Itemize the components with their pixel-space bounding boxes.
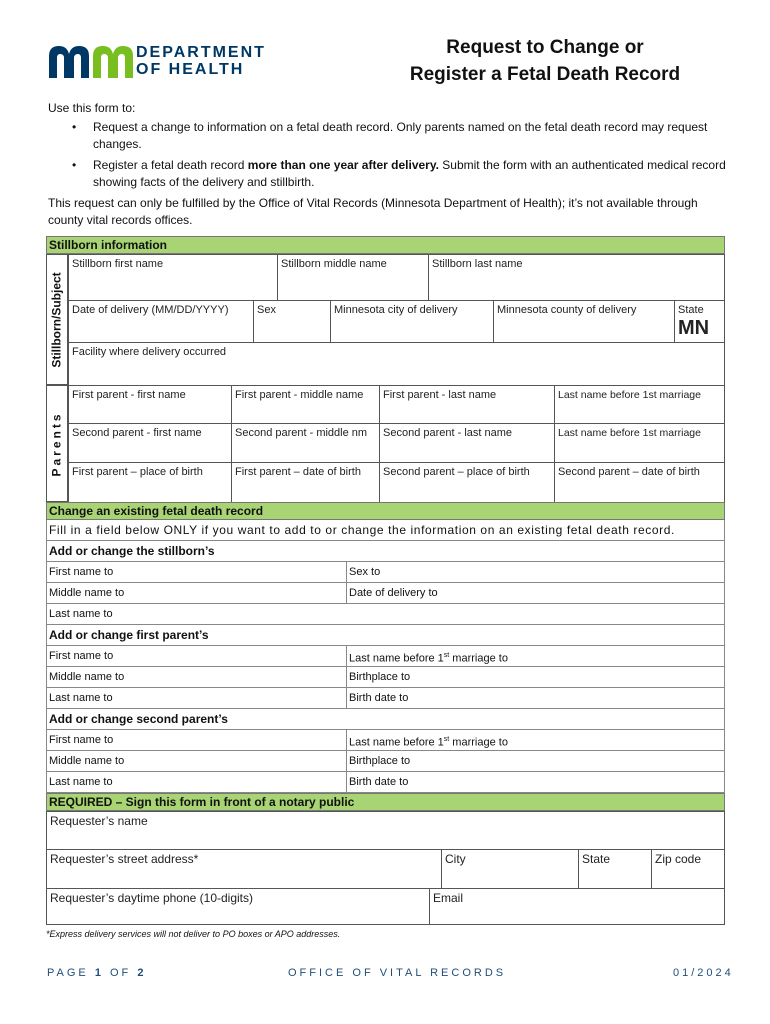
p1-last-name-field[interactable]: [379, 385, 555, 424]
field-label: Last name to: [49, 608, 113, 620]
field-label: Requester’s name: [50, 814, 148, 828]
mn-city-field[interactable]: [330, 300, 494, 343]
sex-field[interactable]: [253, 300, 331, 343]
field-label-tail: marriage to: [449, 736, 508, 749]
field-label: Sex to: [349, 566, 381, 578]
page-total: 2: [137, 967, 147, 979]
page-prefix: PAGE: [47, 967, 95, 979]
change-stillborn-middle-name[interactable]: [47, 583, 346, 603]
change-p2-first-name[interactable]: [47, 730, 346, 750]
field-label: Minnesota city of delivery: [334, 304, 458, 316]
field-label: Middle name to: [49, 755, 125, 767]
change-row: [46, 751, 725, 772]
side-label-parents: [46, 385, 68, 502]
bullet-icon: •: [72, 120, 77, 134]
change-stillborn-sex[interactable]: [346, 562, 724, 582]
field-label: Last name to: [49, 776, 113, 788]
change-section-heading: Change an existing fetal death record: [46, 502, 725, 520]
change-instruction: Fill in a field below ONLY if you want to add to or change the information on an existing fetal death record.: [46, 520, 725, 541]
p2-birthdate-field[interactable]: [554, 462, 725, 503]
date-of-delivery-field[interactable]: [68, 300, 254, 343]
field-label: Second parent – place of birth: [383, 466, 530, 478]
state-field: [674, 300, 725, 343]
stillborn-first-name-field[interactable]: [68, 254, 278, 301]
requester-state-field[interactable]: [578, 849, 652, 889]
field-label: Last name before 1st marriage: [558, 427, 701, 439]
change-p1-birthdate[interactable]: [346, 688, 724, 708]
stillborn-last-name-field[interactable]: [428, 254, 725, 301]
field-label: Stillborn middle name: [281, 258, 387, 270]
field-label: State: [582, 852, 611, 866]
page-current: 1: [94, 967, 104, 979]
field-label: Facility where delivery occurred: [72, 346, 227, 358]
change-p2-birthplace[interactable]: [346, 751, 724, 771]
change-p2-last-name[interactable]: [47, 772, 346, 792]
p1-birthplace-field[interactable]: [68, 462, 232, 503]
page-number: [47, 967, 146, 979]
field-label: Requester’s daytime phone (10-digits): [50, 891, 253, 905]
bullet-text: Register a fetal death record: [93, 158, 248, 172]
change-stillborn-dod[interactable]: [346, 583, 724, 603]
field-label: Birth date to: [349, 776, 409, 788]
field-label: Minnesota county of delivery: [497, 304, 637, 316]
title-line-2: Register a Fetal Death Record: [409, 64, 681, 85]
change-p1-last-name[interactable]: [47, 688, 346, 708]
field-label: Date of delivery to: [349, 587, 438, 599]
bullet-text-tail: Submit the form with an authenticated medical record showing facts of the delivery and stillbirth.: [93, 158, 726, 189]
requester-city-field[interactable]: [441, 849, 579, 889]
p1-middle-name-field[interactable]: [231, 385, 380, 424]
state-label: State: [678, 304, 704, 316]
p2-change-heading: Add or change second parent’s: [46, 709, 725, 730]
intro-bullet-2: [48, 157, 728, 191]
field-label: City: [445, 852, 466, 866]
revision-date: 01/2024: [673, 967, 734, 979]
field-label: First name to: [49, 566, 114, 578]
state-value: MN: [678, 317, 710, 339]
bullet-text: Request a change to information on a fetal death record. Only parents named on the fetal death record may request changes.: [93, 120, 708, 151]
intro-lead: Use this form to:: [48, 101, 136, 115]
requester-street-field[interactable]: [46, 849, 442, 889]
facility-field[interactable]: [68, 342, 725, 386]
intro-bullets: [48, 119, 728, 191]
field-label: First name to: [49, 734, 114, 746]
p1-birthdate-field[interactable]: [231, 462, 380, 503]
change-p1-middle-name[interactable]: [47, 667, 346, 687]
field-label: First name to: [49, 650, 114, 662]
bullet-bold-text: more than one year after delivery.: [247, 158, 439, 172]
superscript: st: [443, 652, 450, 659]
change-p1-before-marriage[interactable]: [346, 646, 724, 666]
side-label-subject: [46, 254, 68, 385]
field-label: Middle name to: [49, 671, 125, 683]
field-label: Second parent - first name: [72, 427, 202, 439]
field-label: First parent - last name: [383, 389, 497, 401]
stillborn-middle-name-field[interactable]: [277, 254, 429, 301]
requester-phone-field[interactable]: [46, 888, 430, 925]
field-label: First parent – date of birth: [235, 466, 361, 478]
p1-first-name-field[interactable]: [68, 385, 232, 424]
superscript: st: [443, 736, 450, 743]
change-row: [46, 667, 725, 688]
field-label: Middle name to: [49, 587, 125, 599]
field-label: Last name before 1: [349, 652, 444, 665]
field-label: Last name to: [49, 692, 113, 704]
field-label: Sex: [257, 304, 276, 316]
p2-last-name-field[interactable]: [379, 423, 555, 463]
change-row: [46, 772, 725, 793]
change-stillborn-first-name[interactable]: [47, 562, 346, 582]
stillborn-change-heading: Add or change the stillborn’s: [46, 541, 725, 562]
field-label: Birthplace to: [349, 671, 411, 683]
field-label: Stillborn last name: [432, 258, 523, 270]
change-row: [46, 604, 725, 625]
p2-last-name-before-marriage-field[interactable]: [554, 423, 725, 463]
field-label: Birthplace to: [349, 755, 411, 767]
field-label: First parent – place of birth: [72, 466, 203, 478]
p2-middle-name-field[interactable]: [231, 423, 380, 463]
field-label: Email: [433, 891, 464, 905]
change-row: [46, 730, 725, 751]
title-line-1: Request to Change or: [446, 37, 644, 58]
stillborn-section-heading: Stillborn information: [46, 236, 725, 254]
logo-wordmark: [136, 44, 266, 78]
intro-text: [48, 100, 728, 229]
change-p2-middle-name[interactable]: [47, 751, 346, 771]
requester-email-field[interactable]: [429, 888, 725, 925]
change-row: [46, 688, 725, 709]
field-label: Requester’s street address*: [50, 852, 199, 866]
side-label-subject-text: Stillborn/Subject: [50, 271, 64, 368]
field-label: Date of delivery (MM/DD/YYYY): [72, 304, 229, 316]
form-title: [395, 34, 695, 88]
change-p2-birthdate[interactable]: [346, 772, 724, 792]
logo-line-1: DEPARTMENT: [136, 44, 266, 61]
bullet-icon: •: [72, 158, 77, 172]
field-label: Stillborn first name: [72, 258, 164, 270]
field-label: Second parent - middle nm: [235, 427, 368, 439]
field-label: First parent - first name: [72, 389, 186, 401]
office-name: OFFICE OF VITAL RECORDS: [288, 967, 507, 979]
intro-bullet-1: [48, 119, 728, 153]
footnote: *Express delivery services will not deliver to PO boxes or APO addresses.: [46, 929, 341, 939]
p2-birthplace-field[interactable]: [379, 462, 555, 503]
field-label-tail: marriage to: [449, 652, 508, 665]
field-label: Zip code: [655, 852, 702, 866]
change-stillborn-last-name[interactable]: [47, 604, 724, 624]
change-row: [46, 562, 725, 583]
change-row: [46, 646, 725, 667]
intro-note: This request can only be fulfilled by the Office of Vital Records (Minnesota Department of Health); it’s not available through county vital records offices.: [48, 196, 698, 227]
field-label: Second parent - last name: [383, 427, 513, 439]
field-label: First parent - middle name: [235, 389, 364, 401]
logo-line-2: OF HEALTH: [136, 61, 245, 78]
p1-last-name-before-marriage-field[interactable]: [554, 385, 725, 424]
mn-county-field[interactable]: [493, 300, 675, 343]
requester-name-field[interactable]: [46, 811, 725, 850]
field-label: Second parent – date of birth: [558, 466, 700, 478]
p2-first-name-field[interactable]: [68, 423, 232, 463]
change-p1-birthplace[interactable]: [346, 667, 724, 687]
change-row: [46, 583, 725, 604]
requester-zip-field[interactable]: [651, 849, 725, 889]
p1-change-heading: Add or change first parent’s: [46, 625, 725, 646]
page-of: OF: [103, 967, 138, 979]
field-label: Birth date to: [349, 692, 409, 704]
field-label: Last name before 1st marriage: [558, 389, 701, 401]
side-label-parents-text: Parents: [50, 410, 64, 477]
field-label: Last name before 1: [349, 736, 444, 749]
change-p1-first-name[interactable]: [47, 646, 346, 666]
required-section-heading: REQUIRED – Sign this form in front of a notary public: [46, 793, 725, 811]
change-p2-before-marriage[interactable]: [346, 730, 724, 750]
